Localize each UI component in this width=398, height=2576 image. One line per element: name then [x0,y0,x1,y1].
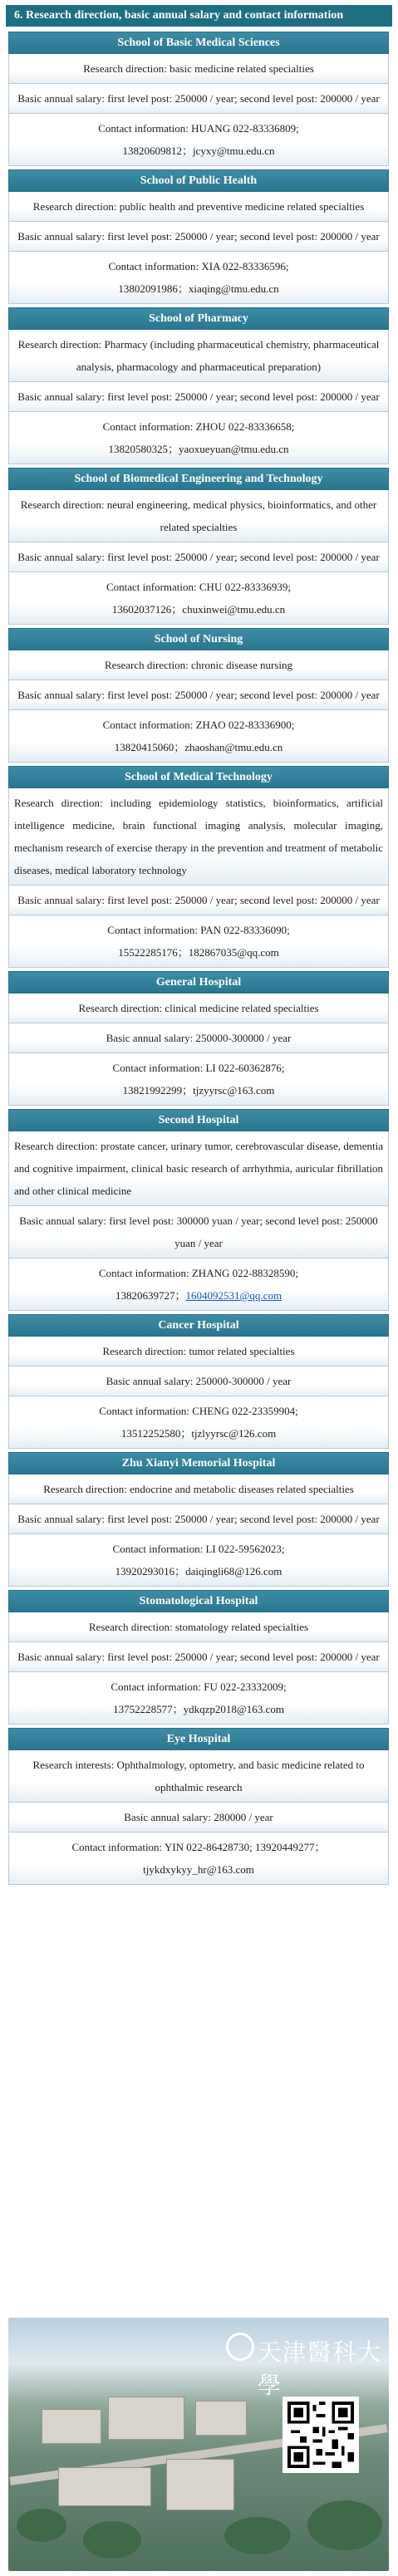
research-direction: Research direction: prostate cancer, urinary tumor, cerebrovascular disease, dementia and cognitive impairment, clinical basic research of arrhythmia, auricular fibrillation and other clinical medicine [8,1131,389,1206]
research-direction: Research direction: chronic disease nursing [8,650,389,680]
contact [8,252,389,304]
contact-line-2: 13802091986；xiaqing@tmu.edu.cn [118,282,279,295]
salary: Basic annual salary: 280000 / year [8,1803,389,1833]
contact-line-2: 13602037126；chuxinwei@tmu.edu.cn [111,603,286,616]
contact [8,1833,389,1885]
contact [8,1534,389,1587]
research-direction: Research direction: clinical medicine related specialties [8,994,389,1023]
salary: Basic annual salary: first level post: 250000 / year; second level post: 200000 / year [8,84,389,114]
research-direction: Research direction: tumor related specialties [8,1337,389,1367]
school-title: School of Basic Medical Sciences [8,32,389,54]
salary: Basic annual salary: first level post: 250000 / year; second level post: 200000 / year [8,886,389,915]
contact-line-2 [14,1284,383,1307]
school-block [8,1590,389,1725]
schools-list [8,32,389,1885]
contact-line-2: 13820415060；zhaoshan@tmu.edu.cn [114,741,283,753]
contact-line-2: 15522285176；182867035@qq.com [118,946,279,959]
school-block [8,1314,389,1449]
contact-line-2: 13820580325；yaoxueyuan@tmu.edu.cn [108,443,289,455]
salary: Basic annual salary: first level post: 250000 / year; second level post: 200000 / year [8,1642,389,1672]
school-title: Second Hospital [8,1109,389,1131]
contact-line: Contact information: PAN 022-83336090; [107,924,290,936]
contact-line: Contact information: LI 022-59562023; [112,1543,285,1555]
contact-line: Contact information: CHU 022-83336939; [106,581,292,593]
school-title: General Hospital [8,971,389,994]
contact-line-2: 13821992299；tjzyyrsc@163.com [122,1084,275,1097]
contact-line: Contact information: FU 022-23332009; [111,1681,287,1693]
contact-line: Contact information: ZHANG 022-88328590; [98,1267,299,1279]
school-title: Stomatological Hospital [8,1590,389,1612]
school-title: School of Nursing [8,628,389,650]
contact-line: Contact information: LI 022-60362876; [112,1062,285,1074]
contact [8,572,389,625]
salary: Basic annual salary: first level post: 250000 / year; second level post: 200000 / year [8,222,389,252]
research-direction: Research direction: Pharmacy (including pharmaceutical chemistry, pharmaceutical analysis, pharmacology and pharmaceutical preparation) [8,330,389,382]
school-block [8,169,389,304]
salary: Basic annual salary: first level post: 250000 / year; second level post: 200000 / year [8,382,389,412]
school-block [8,1452,389,1587]
school-title: Eye Hospital [8,1728,389,1750]
contact [8,1396,389,1449]
contact [8,1259,389,1311]
school-title: Zhu Xianyi Memorial Hospital [8,1452,389,1474]
contact [8,915,389,968]
contact-line: Contact information: XIA 022-83336596; [108,260,289,272]
salary: Basic annual salary: first level post: 250000 / year; second level post: 200000 / year [8,542,389,572]
contact-line: Contact information: ZHAO 022-83336900; [102,719,295,731]
school-block [8,971,389,1106]
contact-line: Contact information: YIN 022-86428730; 13920449277； [71,1841,326,1853]
school-block [8,766,389,968]
contact-line-2: tjykdxykyy_hr@163.com [143,1863,254,1876]
research-direction: Research direction: public health and preventive medicine related specialties [8,192,389,222]
school-title: School of Biomedical Engineering and Technology [8,468,389,490]
school-title: School of Public Health [8,169,389,192]
campus-photo [8,2318,389,2571]
salary: Basic annual salary: 250000-300000 / year [8,1023,389,1053]
school-title: School of Medical Technology [8,766,389,788]
school-block [8,628,389,763]
contact-line-2: 13820609812；jcyxy@tmu.edu.cn [122,145,275,157]
salary: Basic annual salary: first level post: 250000 / year; second level post: 200000 / year [8,680,389,710]
contact [8,1053,389,1106]
school-block [8,468,389,625]
contact-line: Contact information: CHENG 022-23359904; [99,1405,298,1417]
research-direction: Research direction: including epidemiology statistics, bioinformatics, artificial intelligence medicine, brain functional imaging analysis, molecular imaging, mechanism research of exercise therapy in the prevention and treatment of metabolic diseases, medical laboratory technology [8,788,389,886]
university-logo: 天津醫科大學 [258,2338,383,2399]
contact [8,1672,389,1725]
section-header: 6. Research direction, basic annual salary and contact information [6,5,392,27]
school-block [8,32,389,166]
school-block [8,1728,389,1885]
contact-line: Contact information: HUANG 022-83336809; [98,122,299,135]
contact [8,710,389,763]
salary: Basic annual salary: first level post: 250000 / year; second level post: 200000 / year [8,1504,389,1534]
salary: Basic annual salary: 250000-300000 / year [8,1367,389,1396]
contact [8,412,389,464]
contact-line-2: 13752228577；ydkqzp2018@163.com [113,1703,284,1715]
contact-line-2: 13920293016；daiqingli68@126.com [115,1565,283,1577]
research-direction: Research interests: Ophthalmology, optometry, and basic medicine related to ophthalmic research [8,1750,389,1803]
research-direction: Research direction: neural engineering, medical physics, bioinformatics, and other related specialties [8,490,389,542]
contact-line-2: 13512252580；tjzlyyrsc@126.com [120,1427,277,1440]
contact [8,114,389,166]
email-link[interactable]: 1604092531@qq.com [185,1289,283,1302]
school-title: School of Pharmacy [8,307,389,330]
qr-code-icon [283,2397,359,2473]
university-seal-icon [226,2333,254,2361]
school-block [8,1109,389,1311]
research-direction: Research direction: basic medicine related specialties [8,54,389,84]
research-direction: Research direction: endocrine and metabolic diseases related specialties [8,1474,389,1504]
salary: Basic annual salary: first level post: 300000 yuan / year; second level post: 250000 yuan / year [8,1206,389,1259]
contact-line: Contact information: ZHOU 022-83336658; [102,420,295,433]
research-direction: Research direction: stomatology related specialties [8,1612,389,1642]
contact-phone: 13820639727； [115,1289,186,1302]
school-title: Cancer Hospital [8,1314,389,1337]
school-block [8,307,389,464]
